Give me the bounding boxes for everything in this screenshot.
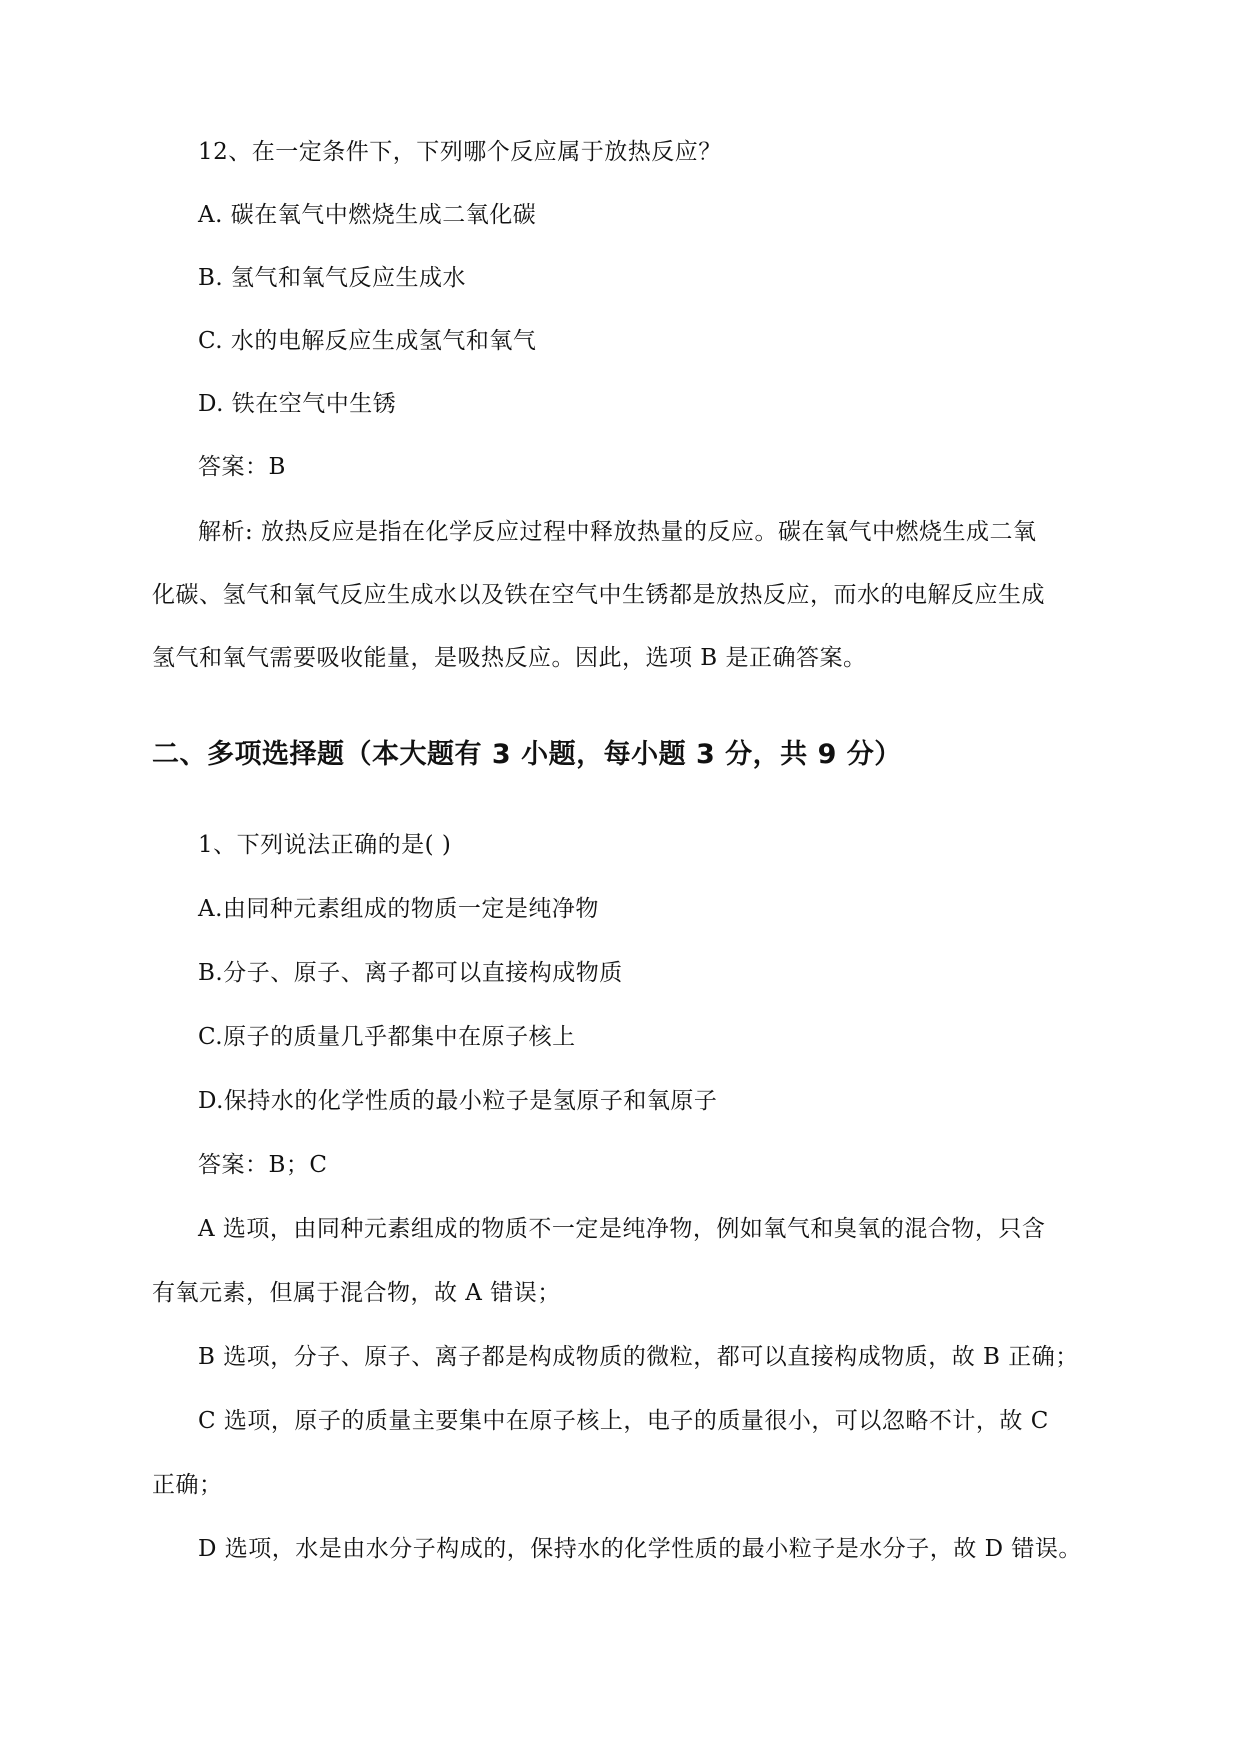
question-12-option-c: C. 水的电解反应生成氢气和氧气 bbox=[198, 328, 537, 354]
question-1-option-b: B.分子、原子、离子都可以直接构成物质 bbox=[198, 960, 623, 986]
question-12-stem: 12、在一定条件下，下列哪个反应属于放热反应？ bbox=[198, 139, 722, 165]
question-1-explanation-line-4: C 选项，原子的质量主要集中在原子核上，电子的质量很小，可以忽略不计，故 C bbox=[198, 1408, 1049, 1434]
question-1-explanation-line-1: A 选项，由同种元素组成的物质不一定是纯净物，例如氧气和臭氧的混合物，只含 bbox=[198, 1216, 1046, 1242]
question-12-option-a: A. 碳在氧气中燃烧生成二氧化碳 bbox=[198, 202, 537, 228]
question-1-explanation-line-5: 正确； bbox=[152, 1472, 223, 1498]
question-12-answer: 答案：B bbox=[198, 454, 286, 480]
question-1-stem: 1、下列说法正确的是( ) bbox=[198, 832, 452, 858]
question-12-analysis-line-1: 解析: 放热反应是指在化学反应过程中释放热量的反应。碳在氧气中燃烧生成二氧 bbox=[198, 519, 1037, 545]
question-12-analysis-line-3: 氢气和氧气需要吸收能量，是吸热反应。因此，选项 B 是正确答案。 bbox=[152, 645, 867, 671]
question-1-answer: 答案：B；C bbox=[198, 1152, 328, 1178]
question-1-option-a: A.由同种元素组成的物质一定是纯净物 bbox=[198, 896, 599, 922]
question-12-analysis-line-2: 化碳、氢气和氧气反应生成水以及铁在空气中生锈都是放热反应，而水的电解反应生成 bbox=[152, 582, 1045, 608]
section-2-heading: 二、多项选择题（本大题有 3 小题，每小题 3 分，共 9 分） bbox=[152, 739, 902, 770]
question-12-option-b: B. 氢气和氧气反应生成水 bbox=[198, 265, 467, 291]
question-1-explanation-line-3: B 选项，分子、原子、离子都是构成物质的微粒，都可以直接构成物质，故 B 正确； bbox=[198, 1344, 1079, 1370]
question-1-option-d: D.保持水的化学性质的最小粒子是氢原子和氧原子 bbox=[198, 1088, 718, 1114]
question-1-option-c: C.原子的质量几乎都集中在原子核上 bbox=[198, 1024, 576, 1050]
question-1-explanation-line-6: D 选项，水是由水分子构成的，保持水的化学性质的最小粒子是水分子，故 D 错误。 bbox=[198, 1536, 1082, 1562]
question-12-option-d: D. 铁在空气中生锈 bbox=[198, 391, 397, 417]
question-1-explanation-line-2: 有氧元素，但属于混合物，故 A 错误； bbox=[152, 1280, 561, 1306]
